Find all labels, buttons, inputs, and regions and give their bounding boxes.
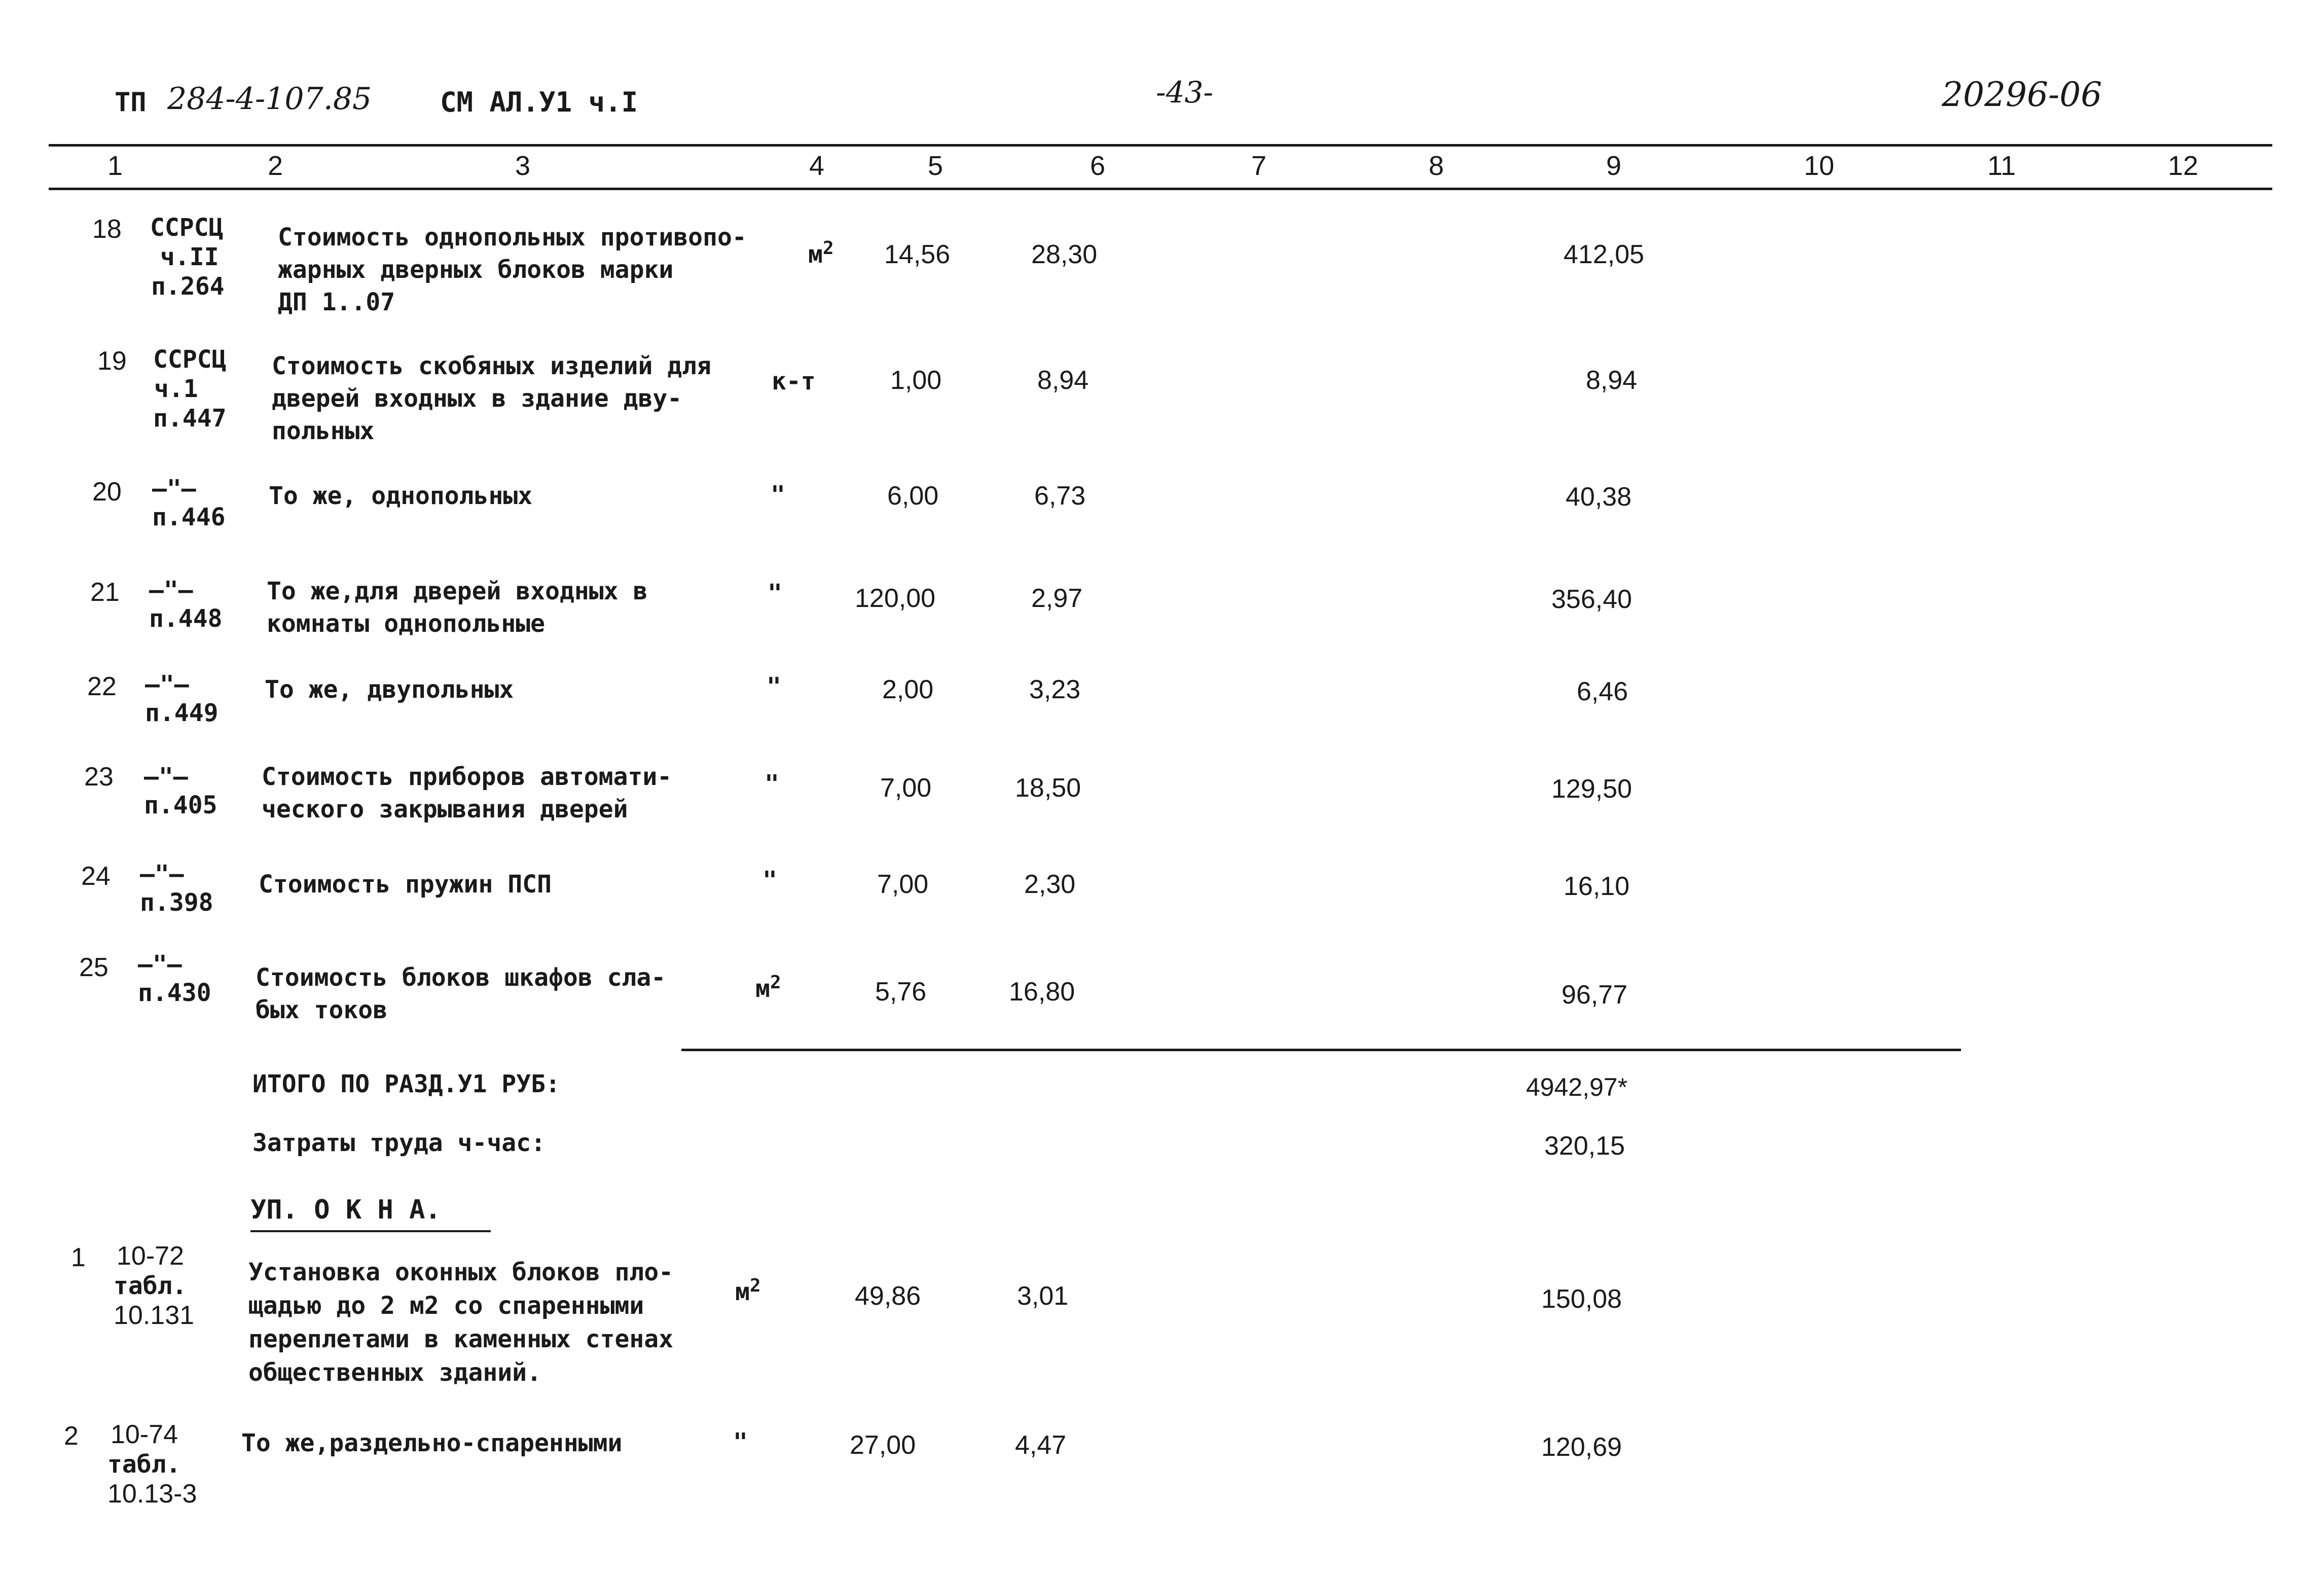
column-number-8: 8 xyxy=(1429,151,1444,181)
header-top-rule xyxy=(49,144,2272,147)
row-unit: к-т xyxy=(772,367,816,396)
row-description: Стоимость блоков шкафов сла- бых токов xyxy=(256,963,666,1024)
row-quantity: 27,00 xyxy=(850,1430,916,1460)
row-reference: —"— п.398 xyxy=(140,860,213,917)
row-number: 20 xyxy=(92,477,122,507)
row-unit-price: 3,01 xyxy=(1017,1281,1069,1311)
row-number: 21 xyxy=(90,578,120,607)
row-unit-price: 4,47 xyxy=(1015,1430,1067,1460)
row-total: 120,69 xyxy=(1541,1433,1622,1462)
row-unit: " xyxy=(771,481,785,509)
row-number: 19 xyxy=(97,346,127,376)
row-total: 40,38 xyxy=(1566,482,1632,512)
row-unit: $м^2$ xyxy=(808,238,834,269)
row-total: 8,94 xyxy=(1586,366,1638,395)
column-number-12: 12 xyxy=(2168,151,2199,181)
labor-cost-value: 320,15 xyxy=(1544,1131,1625,1161)
row-unit-price: 16,80 xyxy=(1009,977,1075,1007)
row-unit: $м^2$ xyxy=(755,972,781,1003)
row-unit-price: 28,30 xyxy=(1031,240,1098,269)
row-number: 2 xyxy=(64,1421,79,1451)
row-reference: 10-72 табл. 10.131 xyxy=(114,1241,195,1330)
row-total: 96,77 xyxy=(1562,980,1628,1010)
page-number: -43- xyxy=(1156,75,1213,110)
row-number: 22 xyxy=(87,672,117,701)
row-reference: ССРСЦ ч.II п.264 xyxy=(150,213,225,301)
row-description: Установка оконных блоков пло- щадью до 2 м2 со спаренными переплетами в каменных стенах общественных зданий. xyxy=(248,1258,674,1387)
row-quantity: 6,00 xyxy=(887,481,939,511)
column-number-10: 10 xyxy=(1804,151,1835,181)
row-quantity: 2,00 xyxy=(882,675,934,704)
row-unit-price: 6,73 xyxy=(1034,481,1086,511)
row-unit: " xyxy=(765,770,779,798)
row-number: 1 xyxy=(71,1243,86,1272)
header-bottom-rule xyxy=(49,188,2272,190)
subtotal-rule xyxy=(681,1049,1961,1051)
row-total: 129,50 xyxy=(1551,774,1632,804)
row-total: 412,05 xyxy=(1564,240,1645,269)
row-reference: —"— п.448 xyxy=(149,576,223,633)
column-number-5: 5 xyxy=(928,151,943,181)
row-reference: —"— п.449 xyxy=(145,670,219,727)
project-number: 20296-06 xyxy=(1942,75,2102,114)
doc-code-typed: ТП xyxy=(115,87,147,118)
row-quantity: 1,00 xyxy=(890,366,942,395)
row-description: То же, однопольных xyxy=(269,482,533,510)
row-reference: —"— п.430 xyxy=(138,950,211,1007)
row-description: Стоимость скобяных изделий для дверей входных в здание дву- польных xyxy=(272,352,711,445)
column-number-1: 1 xyxy=(107,151,123,181)
section-total-label: ИТОГО ПО РАЗД.У1 РУБ: xyxy=(252,1070,560,1098)
row-number: 23 xyxy=(84,762,114,792)
section-title-underline xyxy=(250,1230,491,1232)
row-number: 18 xyxy=(92,214,122,244)
column-number-11: 11 xyxy=(1987,151,2016,181)
row-unit-price: 3,23 xyxy=(1029,675,1081,704)
column-number-4: 4 xyxy=(809,151,825,181)
row-description: То же,раздельно-спаренными xyxy=(241,1429,623,1457)
row-unit-price: 2,30 xyxy=(1024,870,1076,899)
section-title: УП. О К Н А. xyxy=(250,1195,441,1225)
row-quantity: 7,00 xyxy=(880,773,932,803)
row-quantity: 49,86 xyxy=(855,1281,921,1311)
labor-cost-label: Затраты труда ч-час: xyxy=(252,1129,546,1157)
sheet-reference: СМ АЛ.У1 ч.I xyxy=(440,86,638,118)
row-description: Стоимость однопольных противопо- жарных дверных блоков марки ДП 1..07 xyxy=(278,223,747,316)
row-description: То же, двупольных xyxy=(265,675,514,704)
row-unit: " xyxy=(733,1428,748,1456)
doc-code-handwritten: 284-4-107.85 xyxy=(167,81,372,117)
row-unit-price: 2,97 xyxy=(1031,584,1083,613)
row-unit-price: 8,94 xyxy=(1037,366,1089,395)
row-total: 150,08 xyxy=(1541,1284,1622,1314)
row-reference: —"— п.405 xyxy=(144,763,217,819)
column-number-3: 3 xyxy=(515,151,531,181)
row-total: 16,10 xyxy=(1564,872,1630,901)
row-reference: 10-74 табл. 10.13-3 xyxy=(107,1420,197,1509)
row-quantity: 14,56 xyxy=(884,240,951,269)
row-reference: —"— п.446 xyxy=(152,475,226,531)
row-unit-price: 18,50 xyxy=(1015,773,1081,803)
row-description: То же,для дверей входных в комнаты однопольные xyxy=(267,577,648,638)
row-description: Стоимость пружин ПСП xyxy=(259,870,552,899)
row-number: 25 xyxy=(79,953,108,982)
row-quantity: 5,76 xyxy=(875,977,927,1007)
row-unit: " xyxy=(767,672,781,701)
row-description: Стоимость приборов автомати- ческого закрывания дверей xyxy=(262,763,672,824)
row-total: 356,40 xyxy=(1551,585,1632,614)
column-number-6: 6 xyxy=(1090,151,1106,181)
row-unit: " xyxy=(768,579,782,607)
column-number-2: 2 xyxy=(268,151,283,181)
column-number-9: 9 xyxy=(1606,151,1622,181)
row-unit: $м^2$ xyxy=(735,1275,761,1306)
column-number-7: 7 xyxy=(1251,151,1267,181)
row-reference: ССРСЦ ч.1 п.447 xyxy=(153,345,227,433)
row-quantity: 7,00 xyxy=(877,870,929,899)
row-total: 6,46 xyxy=(1577,677,1628,706)
row-number: 24 xyxy=(81,862,111,891)
row-quantity: 120,00 xyxy=(855,584,936,613)
section-total-value: 4942,97* xyxy=(1526,1073,1628,1101)
row-unit: " xyxy=(762,866,777,894)
